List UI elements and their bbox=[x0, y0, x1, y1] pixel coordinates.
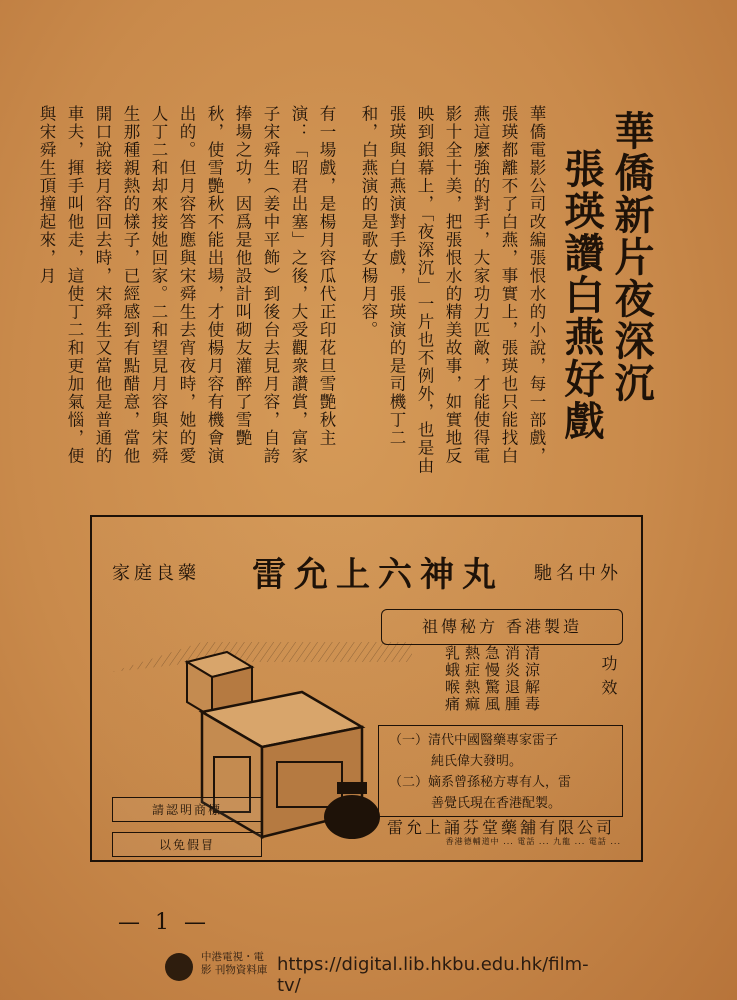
article-body bbox=[37, 105, 550, 480]
ad-company-name: 雷允上誦芬堂藥舖有限公司 bbox=[386, 818, 615, 837]
ad-header bbox=[112, 547, 622, 597]
ad-left-slogan: 家庭良藥 bbox=[112, 563, 200, 584]
ad-history-line-4: 善覺氏現在香港配製。 bbox=[431, 796, 562, 811]
ad-history-box bbox=[378, 725, 623, 817]
archive-logo-icon bbox=[165, 953, 193, 981]
archive-footer bbox=[165, 950, 595, 996]
trademark-badge: 請認明商標 bbox=[112, 797, 262, 822]
ad-address: 香港德輔道中 ... 電話 ... 九龍 ... 電話 ... bbox=[445, 837, 621, 846]
ad-right-slogan: 馳名中外 bbox=[534, 563, 622, 584]
ad-history-line-1: （一）清代中國醫藥專家雷子 bbox=[389, 733, 559, 748]
page-number: — 1 — bbox=[118, 910, 210, 935]
title-line-1: 華僑新片夜深沉 bbox=[608, 110, 655, 404]
medicine-advertisement bbox=[90, 515, 643, 862]
title-line-2: 張瑛讚白燕好戲 bbox=[558, 148, 605, 442]
ad-effects-list: 清涼解毒 消炎退腫 急慢驚風 熱症熱痲 乳蛾喉痛 bbox=[443, 645, 541, 713]
counterfeit-badge: 以免假冒 bbox=[112, 832, 262, 857]
ad-effects-label: 功效 bbox=[599, 655, 618, 703]
ad-history-line-3: （二）嫡系曾孫秘方專有人，雷 bbox=[389, 775, 572, 790]
archive-url-link[interactable]: https://digital.lib.hkbu.edu.hk/film-tv/ bbox=[277, 954, 589, 996]
archive-org-name: 中港電視・電影 刊物資料庫 bbox=[201, 951, 268, 976]
ad-brand-name: 雷允上六神丸 bbox=[252, 555, 504, 595]
ad-sub-banner: 祖傳秘方 香港製造 bbox=[381, 609, 623, 645]
light-rays bbox=[112, 642, 412, 672]
article-paragraph-1: 華僑電影公司改編張恨水的小說，每一部戲，張瑛都離不了白燕，事實上，張瑛也只能找白燕這麼強的對手，大家功力匹敵，才能使得電影十全十美，把張恨水的精美故事，如實地反映到銀幕上，「夜深沉」一片也不例外，也是由張瑛與白燕演對手戲，張瑛演的是司機丁二和，白燕演的是歌女楊月容。 bbox=[359, 105, 546, 475]
article-paragraph-2: 有一場戲，是楊月容瓜代正印花旦雪艷秋主演：「昭君出塞」之後，大受觀衆讚賞，富家子宋舜生（姜中平飾）到後台去見月容，自誇捧場之功，因爲是他設計叫砌友灌醉了雪艷秋，使雪艷秋不能出場，才使楊月容有機會演出的。但月容答應與宋舜生去宵夜時，她的愛人丁二和却來接她回家。二和望見月容與宋舜生那種親熱的樣子，已經感到有點醋意，當他開口說接月容回去時，宋舜生又當他是普通的車夫，揮手叫他走，這使丁二和更加氣惱，便與宋舜生頂撞起來，月 bbox=[37, 105, 336, 465]
ad-badges bbox=[112, 797, 262, 867]
ad-history-line-2: 純氏偉大發明。 bbox=[431, 754, 523, 769]
